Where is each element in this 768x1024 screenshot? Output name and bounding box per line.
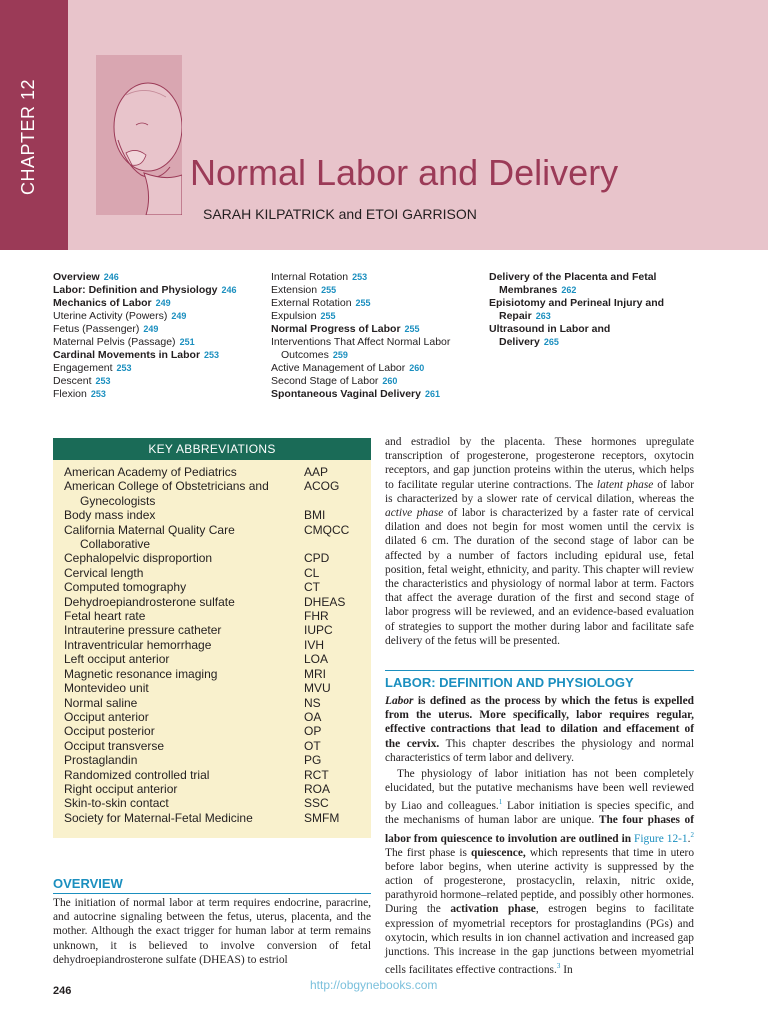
toc-entry[interactable]	[271, 284, 450, 297]
abbreviation-term-text: Cervical length	[64, 565, 144, 580]
toc-entry-page: 261	[424, 389, 440, 399]
toc-entry-label: Repair	[499, 310, 532, 322]
toc-entry[interactable]	[271, 388, 450, 401]
toc-entry[interactable]	[53, 375, 237, 388]
abbreviation-row	[64, 465, 371, 479]
source-url-link[interactable]: http://obgynebooks.com	[310, 978, 438, 992]
abbreviation-term	[64, 566, 304, 580]
toc-entry-label: Cardinal Movements in Labor	[53, 349, 201, 361]
toc-entry-page: 249	[155, 298, 171, 308]
toc-entry-label: Delivery of the Placenta and Fetal	[489, 271, 657, 283]
abbreviation-code: ROA	[304, 781, 331, 796]
abbreviation-term-text: Intrauterine pressure catheter	[64, 623, 222, 638]
toc-entry-page: 253	[352, 272, 368, 282]
toc-entry-label: Episiotomy and Perineal Injury and	[489, 297, 665, 309]
labor-definition-paragraph: Labor is defined as the process by which the fetus is expelled from the uterus. More specifically, labor requires regular, effective contractions that lead to dilation and effacement of the cervix. This chapter describes the physiology and normal characteristics of term labor and delivery.	[385, 695, 694, 764]
abbreviation-term-continuation: Collaborative	[80, 537, 151, 552]
toc-entry-label: Mechanics of Labor	[53, 297, 152, 309]
toc-entry-page: 260	[382, 376, 398, 386]
abbreviation-term	[64, 696, 304, 710]
abbreviation-code: PG	[304, 753, 322, 768]
page-number: 246	[53, 985, 72, 997]
abbreviation-term-text: Magnetic resonance imaging	[64, 666, 218, 681]
toc-entry-page: 249	[143, 324, 159, 334]
abbreviation-code: AAP	[304, 465, 329, 479]
abbreviation-term-text: Cephalopelvic disproportion	[64, 551, 213, 566]
abbreviation-term	[64, 508, 304, 522]
toc-entry-page: 253	[204, 350, 220, 360]
abbreviation-code: LOA	[304, 652, 329, 667]
toc-entry[interactable]	[489, 336, 664, 349]
abbreviation-row	[64, 724, 371, 738]
abbreviation-term-text: American Academy of Pediatrics	[64, 465, 237, 479]
abbreviation-term	[64, 595, 304, 609]
abbreviation-term	[64, 739, 304, 753]
abbreviation-code: OP	[304, 724, 322, 739]
abbreviation-row	[64, 696, 371, 710]
abbreviation-term-text: Intraventricular hemorrhage	[64, 637, 212, 652]
key-abbreviations-heading: KEY ABBREVIATIONS	[53, 438, 371, 460]
toc-entry-page: 263	[535, 311, 551, 321]
toc-entry-page: 265	[543, 337, 559, 347]
labor-section-heading: LABOR: DEFINITION AND PHYSIOLOGY	[385, 675, 634, 690]
abbreviation-term	[64, 667, 304, 681]
abbreviation-term-text: Body mass index	[64, 508, 156, 523]
toc-entry-label: Delivery	[499, 336, 540, 348]
toc-entry-label: Spontaneous Vaginal Delivery	[271, 388, 421, 400]
abbreviation-term	[64, 753, 304, 767]
toc-entry[interactable]	[271, 375, 450, 388]
abbreviation-code: BMI	[304, 508, 326, 523]
abbreviation-row	[64, 811, 371, 825]
abbreviation-term	[64, 465, 304, 479]
chapter-label: CHAPTER 12	[18, 78, 38, 195]
abbreviation-code: OT	[304, 738, 321, 753]
abbreviation-term	[64, 724, 304, 738]
toc-entry-label: Labor: Definition and Physiology	[53, 284, 218, 296]
abbreviation-code: CMQCC	[304, 522, 350, 537]
toc-entry-label: External Rotation	[271, 297, 352, 309]
toc-entry[interactable]	[271, 323, 450, 336]
toc-entry[interactable]	[489, 323, 664, 336]
toc-entry-label: Extension	[271, 284, 318, 296]
abbreviation-code: OA	[304, 709, 322, 724]
toc-entry-page: 253	[95, 376, 111, 386]
abbreviation-term	[64, 638, 304, 652]
toc-entry-label: Engagement	[53, 362, 113, 374]
toc-entry[interactable]	[53, 349, 237, 362]
abbreviation-term-text: Normal saline	[64, 695, 138, 710]
abbreviation-term	[64, 551, 304, 565]
abbreviation-term-text: Dehydroepiandrosterone sulfate	[64, 594, 235, 609]
toc-entry-label: Flexion	[53, 388, 87, 400]
fetus-illustration	[96, 55, 182, 215]
toc-entry-page: 253	[90, 389, 106, 399]
figure-12-1-link[interactable]: Figure 12-1	[634, 832, 688, 845]
key-abbreviations-box	[53, 438, 371, 838]
intro-paragraph: and estradiol by the placenta. These hormones upregulate transcription of progesterone, progesterone receptors, oxytocin receptors, and gap junction proteins within the uterus, which helps to facilitate regular uterine contractions. The latent phase of labor is characterized by a slower rate of cervical dilation, whereas the active phase of labor is characterized by a faster rate of cervical dilation and does not begin for most women until the cervix is dilated 6 cm. The duration of the second stage of labor can be affected by a number of factors including epidural use, fetal position, fetal weight, ethnicity, and parity. This chapter will review the characteristics and physiology of normal labor at term. Factors that affect the average duration of the first and second stage of labor progress will be reviewed, and an evidence-based evaluation of strategies to support the mother during labor and facilitate safe delivery of the fetus will be presented.	[385, 436, 694, 647]
abbreviation-row	[64, 753, 371, 767]
chapter-header	[0, 0, 768, 250]
toc-entry-label: Maternal Pelvis (Passage)	[53, 336, 176, 348]
abbreviation-row	[64, 710, 371, 724]
abbreviation-row	[64, 479, 371, 508]
abbreviation-term	[64, 609, 304, 623]
toc-entry[interactable]	[53, 362, 237, 375]
abbreviation-term-text: Skin-to-skin contact	[64, 796, 169, 811]
abbreviation-term	[64, 782, 304, 796]
toc-entry[interactable]	[53, 323, 237, 336]
toc-entry-page: 259	[332, 350, 348, 360]
abbreviation-term-text: Right occiput anterior	[64, 781, 178, 796]
toc-entry-label: Normal Progress of Labor	[271, 323, 401, 335]
toc-entry-label: Membranes	[499, 284, 558, 296]
toc-entry[interactable]	[489, 297, 664, 310]
toc-entry-label: Ultrasound in Labor and	[489, 323, 611, 335]
toc-entry[interactable]	[271, 297, 450, 310]
abbreviation-term-text: Fetal heart rate	[64, 609, 146, 624]
toc-entry[interactable]	[489, 271, 664, 284]
toc-entry[interactable]	[53, 284, 237, 297]
toc-entry-page: 255	[321, 285, 337, 295]
abbreviation-code: MVU	[304, 681, 331, 696]
abbreviation-code: DHEAS	[304, 594, 346, 609]
toc-entry[interactable]	[271, 349, 450, 362]
abbreviation-row	[64, 609, 371, 623]
toc-entry-page: 251	[179, 337, 195, 347]
abbreviation-term-text: Society for Maternal-Fetal Medicine	[64, 810, 253, 825]
abbreviation-row	[64, 623, 371, 637]
toc-entry-label: Fetus (Passenger)	[53, 323, 140, 335]
abbreviation-term	[64, 479, 304, 508]
abbreviation-term-text: Montevideo unit	[64, 681, 149, 696]
labor-section-rule	[385, 670, 694, 671]
abbreviation-row	[64, 580, 371, 594]
abbreviation-term-text: Randomized controlled trial	[64, 767, 210, 782]
toc-entry[interactable]	[53, 336, 237, 349]
abbreviation-row	[64, 796, 371, 810]
abbreviation-term-text: Occiput anterior	[64, 709, 149, 724]
abbreviation-code: IVH	[304, 637, 325, 652]
abbreviation-code: IUPC	[304, 623, 333, 638]
toc-entry[interactable]	[489, 310, 664, 323]
abbreviation-term-text: Occiput posterior	[64, 724, 155, 739]
abbreviation-term	[64, 623, 304, 637]
toc-entry-label: Internal Rotation	[271, 271, 349, 283]
toc-entry-label: Interventions That Affect Normal Labor	[271, 336, 451, 348]
abbreviation-row	[64, 551, 371, 565]
toc-entry-label: Overview	[53, 271, 100, 283]
abbreviation-code: SSC	[304, 796, 329, 811]
overview-heading: OVERVIEW	[53, 876, 123, 891]
toc-entry-page: 262	[561, 285, 577, 295]
abbreviation-term	[64, 768, 304, 782]
toc-entry-label: Outcomes	[281, 349, 329, 361]
toc-entry[interactable]	[489, 284, 664, 297]
abbreviation-code: SMFM	[304, 810, 340, 825]
abbreviation-row	[64, 566, 371, 580]
abbreviation-term-text: Computed tomography	[64, 580, 187, 595]
toc-entry-page: 246	[103, 272, 119, 282]
abbreviation-row	[64, 508, 371, 522]
abbreviation-row	[64, 681, 371, 695]
abbreviation-row	[64, 739, 371, 753]
toc-entry[interactable]	[53, 310, 237, 323]
abbreviation-code: RCT	[304, 767, 329, 782]
toc-entry-page: 255	[320, 311, 336, 321]
toc-entry-label: Active Management of Labor	[271, 362, 406, 374]
toc-entry-page: 249	[171, 311, 187, 321]
abbreviation-row	[64, 667, 371, 681]
abbreviation-code: MRI	[304, 666, 326, 681]
abbreviation-term	[64, 681, 304, 695]
toc-entry-label: Descent	[53, 375, 92, 387]
toc-entry-label: Second Stage of Labor	[271, 375, 379, 387]
toc-column-3	[489, 271, 664, 349]
toc-entry-page: 255	[355, 298, 371, 308]
abbreviation-term	[64, 580, 304, 594]
abbreviation-row	[64, 652, 371, 666]
abbreviation-row	[64, 768, 371, 782]
abbreviation-code: FHR	[304, 609, 329, 624]
abbreviation-term-text: Left occiput anterior	[64, 652, 170, 667]
toc-entry-page: 253	[116, 363, 132, 373]
abbreviation-term	[64, 811, 304, 825]
toc-column-1	[53, 271, 237, 401]
toc-entry[interactable]	[271, 271, 450, 284]
abbreviation-term	[64, 523, 304, 552]
abbreviation-term-text: California Maternal Quality Care	[64, 522, 235, 537]
abbreviation-term-text: Occiput transverse	[64, 738, 165, 753]
abbreviation-term	[64, 796, 304, 810]
labor-physiology-paragraph: The physiology of labor initiation has not been completely elucidated, but the putative mechanisms have been well reviewed by Liao and colleagues.$^1$ Labor initiation is species specific, and the mechanisms of human labor are unique. The four phases of labor from quiescence to involution are outlined in Figure 12-1.$^2$ The first phase is quiescence, which represents that time in utero before labor begins, when uterine activity is suppressed by the action of progesterone, prostacyclin, relaxin, nitric oxide, parathyroid hormone–related peptide, and possibly other hormones. During the activation phase, estrogen begins to facilitate expression of myometrial receptors for prostaglandins (PGs) and oxytocin, which results in ion channel activation and increased gap junctions. This increase in the gap junctions between myometrial cells facilitates effective contractions.$^3$ In	[385, 768, 695, 977]
abbreviation-term-continuation: Gynecologists	[80, 493, 156, 508]
overview-rule	[53, 893, 371, 894]
abbreviation-code: CT	[304, 580, 320, 595]
toc-entry-label: Uterine Activity (Powers)	[53, 310, 168, 322]
toc-entry-page: 255	[404, 324, 420, 334]
toc-entry[interactable]	[53, 271, 237, 284]
toc-entry[interactable]	[271, 336, 450, 349]
toc-entry[interactable]	[271, 310, 450, 323]
chapter-authors: SARAH KILPATRICK and ETOI GARRISON	[203, 206, 477, 222]
abbreviation-row	[64, 523, 371, 552]
abbreviation-term	[64, 652, 304, 666]
abbreviation-code: CPD	[304, 551, 330, 566]
abbreviation-row	[64, 638, 371, 652]
abbreviation-term-text: Prostaglandin	[64, 753, 138, 768]
overview-paragraph: The initiation of normal labor at term requires endocrine, paracrine, and autocrine signaling between the fetus, uterus, placenta, and the mother. Although the exact trigger for human labor at term remains unknown, it is believed to involve conversion of fetal dehydroepiandrosterone sulfate (DHEAS) to estriol	[53, 897, 371, 966]
chapter-title: Normal Labor and Delivery	[190, 152, 619, 193]
abbreviation-list	[53, 460, 371, 825]
toc-entry-page: 260	[409, 363, 425, 373]
toc-entry-label: Expulsion	[271, 310, 317, 322]
toc-entry[interactable]	[271, 362, 450, 375]
abbreviation-row	[64, 782, 371, 796]
abbreviation-term-text: American College of Obstetricians and	[64, 479, 269, 494]
toc-entry-page: 246	[221, 285, 237, 295]
abbreviation-term	[64, 710, 304, 724]
abbreviation-code: ACOG	[304, 479, 340, 494]
fetus-illustration-icon	[96, 55, 182, 215]
abbreviation-code: NS	[304, 695, 321, 710]
abbreviation-code: CL	[304, 565, 320, 580]
toc-entry[interactable]	[53, 388, 237, 401]
toc-entry[interactable]	[53, 297, 237, 310]
abbreviation-row	[64, 595, 371, 609]
toc-column-2	[271, 271, 450, 401]
